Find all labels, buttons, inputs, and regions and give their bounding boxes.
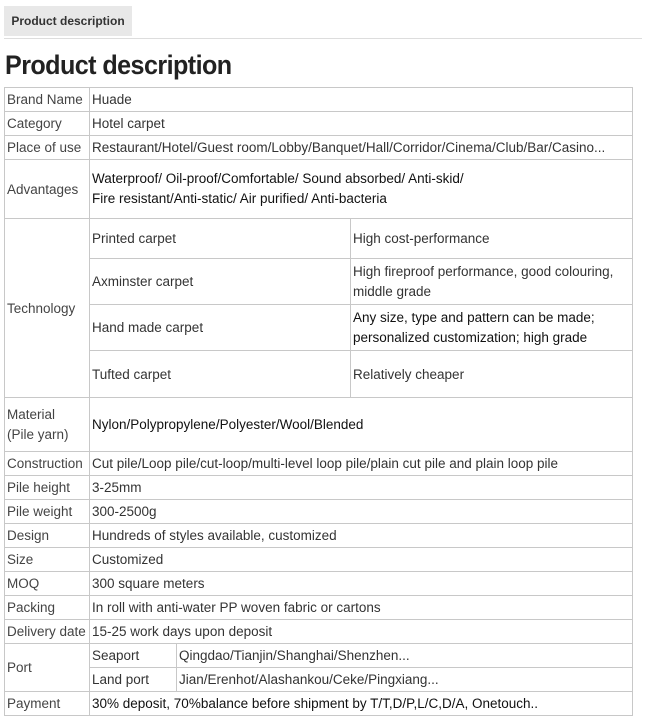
delivery-label: Delivery date: [5, 620, 90, 644]
seaport-label: Seaport: [90, 644, 177, 668]
table-row: [5, 572, 633, 596]
place-value: Restaurant/Hotel/Guest room/Lobby/Banquet/Hall/Corridor/Cinema/Club/Bar/Casino...: [90, 136, 633, 160]
material-label: [5, 398, 90, 452]
table-row: [5, 219, 633, 259]
moq-value: 300 square meters: [90, 572, 633, 596]
technology-type: Printed carpet: [90, 219, 351, 259]
moq-label: MOQ: [5, 572, 90, 596]
technology-label: Technology: [5, 219, 90, 398]
material-label-line: (Pile yarn): [7, 426, 69, 442]
table-row: [5, 351, 633, 398]
spec-table: [4, 87, 633, 716]
technology-type: Tufted carpet: [90, 351, 351, 398]
place-label: Place of use: [5, 136, 90, 160]
table-row: [5, 644, 633, 668]
packing-label: Packing: [5, 596, 90, 620]
seaport-value: Qingdao/Tianjin/Shanghai/Shenzhen...: [177, 644, 633, 668]
table-row: [5, 548, 633, 572]
advantages-line: Fire resistant/Anti-static/ Air purified/ Anti-bacteria: [92, 191, 387, 206]
technology-desc: [351, 305, 633, 351]
table-row: [5, 88, 633, 112]
landport-label: Land port: [90, 668, 177, 692]
pile-weight-value: 300-2500g: [90, 500, 633, 524]
port-label: Port: [5, 644, 90, 692]
table-row: [5, 668, 633, 692]
brand-value: Huade: [90, 88, 633, 112]
tab-bar: [4, 0, 642, 39]
delivery-value: 15-25 work days upon deposit: [90, 620, 633, 644]
technology-desc-line: Relatively cheaper: [353, 366, 465, 382]
table-row: [5, 596, 633, 620]
table-row: [5, 476, 633, 500]
material-value: Nylon/Polypropylene/Polyester/Wool/Blended: [90, 398, 633, 452]
technology-type: Hand made carpet: [90, 305, 351, 351]
table-row: [5, 500, 633, 524]
technology-desc-line: High cost-performance: [353, 231, 490, 246]
advantages-label: Advantages: [5, 160, 90, 219]
technology-desc: [351, 259, 633, 305]
payment-value: 30% deposit, 70%balance before shipment by T/T,D/P,L/C,D/A, Onetouch..: [90, 692, 633, 716]
technology-type: Axminster carpet: [90, 259, 351, 305]
table-row: [5, 305, 633, 351]
size-label: Size: [5, 548, 90, 572]
page-title: Product description: [5, 50, 232, 80]
packing-value: In roll with anti-water PP woven fabric or cartons: [90, 596, 633, 620]
tab-product-description[interactable]: Product description: [4, 6, 132, 36]
table-row: [5, 136, 633, 160]
material-label-line: Material: [7, 406, 56, 422]
technology-desc-line: middle grade: [353, 283, 432, 299]
landport-value: Jian/Erenhot/Alashankou/Ceke/Pingxiang...: [177, 668, 633, 692]
category-value: Hotel carpet: [90, 112, 633, 136]
construction-label: Construction: [5, 452, 90, 476]
technology-desc: [351, 219, 633, 259]
pile-weight-label: Pile weight: [5, 500, 90, 524]
technology-desc-line: Any size, type and pattern can be made;: [353, 309, 595, 325]
table-row: [5, 259, 633, 305]
design-value: Hundreds of styles available, customized: [90, 524, 633, 548]
advantages-value: [90, 160, 633, 219]
design-label: Design: [5, 524, 90, 548]
technology-desc-line: personalized customization; high grade: [353, 329, 588, 345]
table-row: [5, 620, 633, 644]
table-row: [5, 524, 633, 548]
category-label: Category: [5, 112, 90, 136]
technology-desc-line: High fireproof performance, good colouring,: [353, 263, 614, 279]
payment-label: Payment: [5, 692, 90, 716]
pile-height-label: Pile height: [5, 476, 90, 500]
advantages-line: Waterproof/ Oil-proof/Comfortable/ Sound absorbed/ Anti-skid/: [92, 171, 464, 186]
construction-value: Cut pile/Loop pile/cut-loop/multi-level loop pile/plain cut pile and plain loop pile: [90, 452, 633, 476]
pile-height-value: 3-25mm: [90, 476, 633, 500]
table-row: [5, 160, 633, 219]
table-row: [5, 398, 633, 452]
size-value: Customized: [90, 548, 633, 572]
table-row: [5, 452, 633, 476]
brand-label: Brand Name: [5, 88, 90, 112]
technology-desc: [351, 351, 633, 398]
table-row: [5, 692, 633, 716]
table-row: [5, 112, 633, 136]
